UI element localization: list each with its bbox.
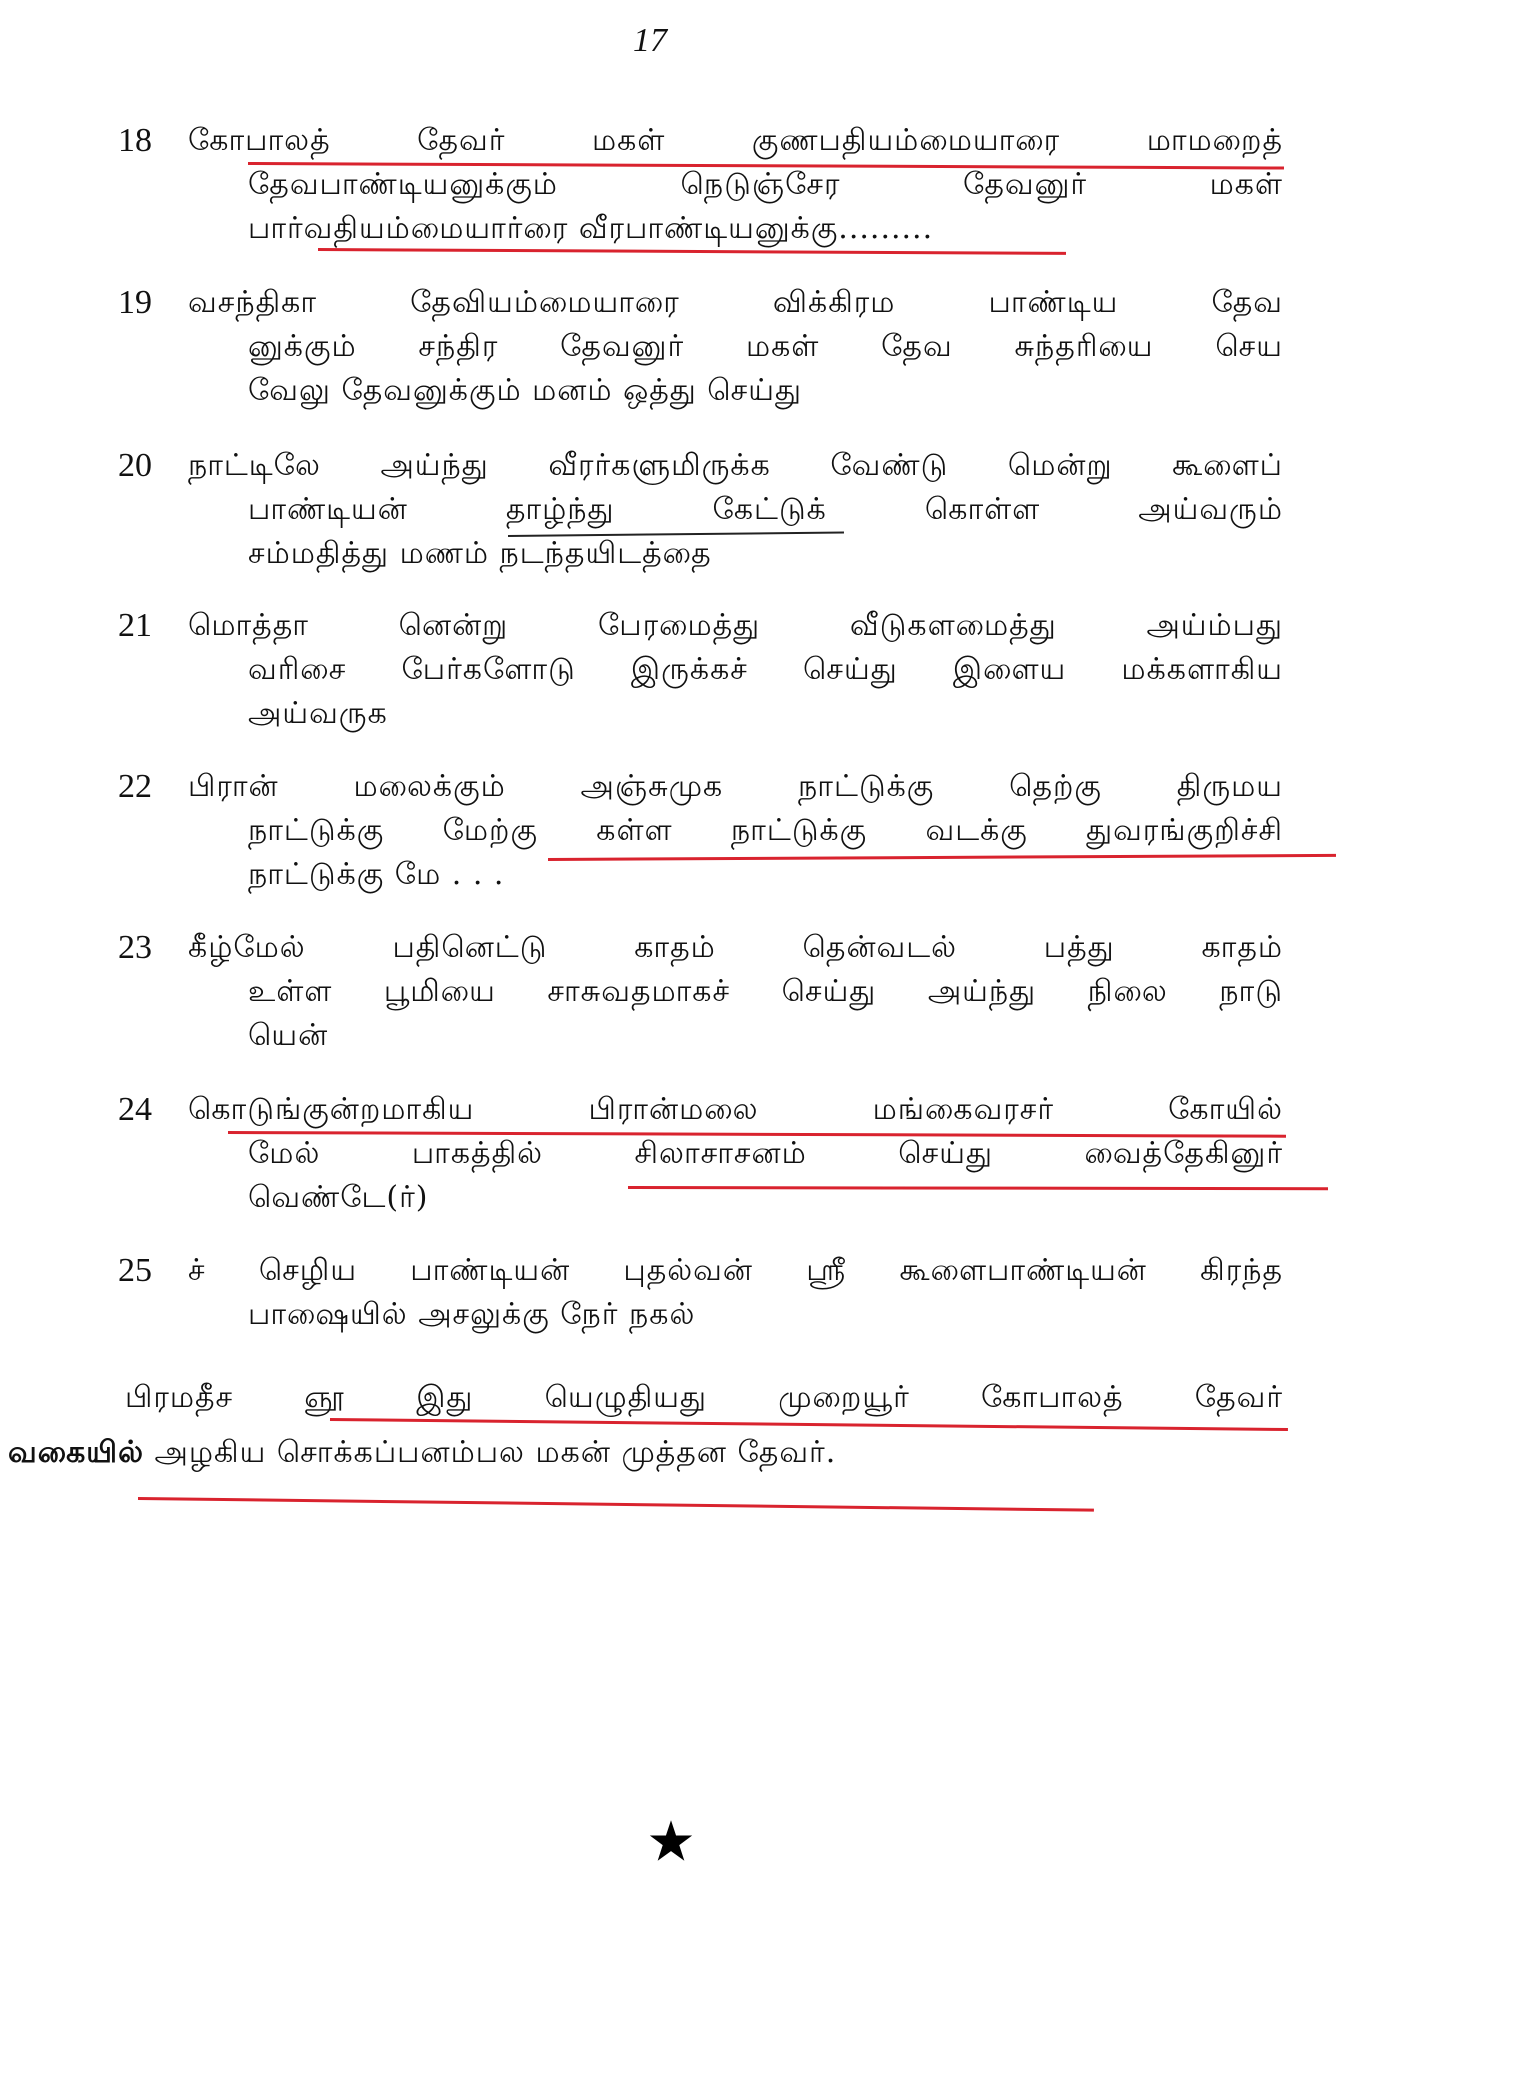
star-icon bbox=[648, 1818, 694, 1864]
entry-number: 24 bbox=[118, 1091, 152, 1128]
colophon-line-1: பிரமதீச ஞூ இது யெழுதியது முறையூர் கோபாலத் தேவர் bbox=[125, 1380, 1283, 1415]
entry-line: நாட்டிலே அய்ந்து வீரர்களுமிருக்க வேண்டு மென்று கூளைப் bbox=[188, 448, 1283, 483]
colophon-line-2 bbox=[8, 1430, 1108, 1475]
entry-line: வசந்திகா தேவியம்மையாரை விக்கிரம பாண்டிய தேவ bbox=[188, 285, 1283, 320]
entry-number: 25 bbox=[118, 1252, 152, 1289]
entry-line: யென் bbox=[248, 1018, 329, 1053]
entry-number: 18 bbox=[118, 122, 152, 159]
entry-line: உள்ள பூமியை சாசுவதமாகச் செய்து அய்ந்து நிலை நாடு bbox=[248, 974, 1283, 1009]
entry-line: பார்வதியம்மையார்ரை வீரபாண்டியனுக்கு......... bbox=[248, 211, 934, 246]
entry-number: 21 bbox=[118, 607, 152, 644]
colophon-bold-word: வகையில் bbox=[8, 1435, 144, 1470]
entry-line: மேல் பாகத்தில் சிலாசாசனம் செய்து வைத்தேகினுர் bbox=[248, 1136, 1283, 1171]
entry-line: பிரான் மலைக்கும் அஞ்சுமுக நாட்டுக்கு தெற்கு திருமய bbox=[188, 769, 1283, 804]
entry-number: 20 bbox=[118, 447, 152, 484]
entry-line: வெண்டே(ர்) bbox=[248, 1180, 429, 1215]
entry-line: மொத்தா னென்று பேரமைத்து வீடுகளமைத்து அய்ம்பது bbox=[188, 608, 1283, 643]
page-number: 17 bbox=[633, 22, 667, 59]
entry-number: 23 bbox=[118, 929, 152, 966]
entry-line: வரிசை பேர்களோடு இருக்கச் செய்து இளைய மக்களாகிய bbox=[248, 652, 1283, 687]
entry-line: நாட்டுக்கு மேற்கு கள்ள நாட்டுக்கு வடக்கு துவரங்குறிச்சி bbox=[248, 813, 1283, 848]
entry-line: னுக்கும் சந்திர தேவனுர் மகள் தேவ சுந்தரியை செய bbox=[248, 329, 1283, 364]
entry-line: வேலு தேவனுக்கும் மனம் ஒத்து செய்து bbox=[248, 373, 802, 408]
entry-line: தேவபாண்டியனுக்கும் நெடுஞ்சேர தேவனுர் மகள் bbox=[248, 167, 1283, 202]
entry-line: கீழ்மேல் பதினெட்டு காதம் தென்வடல் பத்து காதம் bbox=[188, 930, 1283, 965]
entry-line: அய்வருக bbox=[248, 696, 388, 731]
entry-line: பாஷையில் அசலுக்கு நேர் நகல் bbox=[248, 1297, 696, 1332]
entry-number: 22 bbox=[118, 768, 152, 805]
entry-number: 19 bbox=[118, 284, 152, 321]
colophon-line-2-text: அழகிய சொக்கப்பனம்பல மகன் முத்தன தேவர். bbox=[143, 1435, 837, 1470]
entry-line: பாண்டியன் தாழ்ந்து கேட்டுக் கொள்ள அய்வரும் bbox=[248, 492, 1283, 527]
entry-line: நாட்டுக்கு மே . . . bbox=[248, 857, 505, 892]
entry-line: கொடுங்குன்றமாகிய பிரான்மலை மங்கைவரசர் கோயில் bbox=[188, 1092, 1283, 1127]
entry-line: சம்மதித்து மணம் நடந்தயிடத்தை bbox=[248, 536, 712, 571]
annotation-underline bbox=[138, 1497, 1094, 1512]
entry-line: கோபாலத் தேவர் மகள் குணபதியம்மையாரை மாமறைத் bbox=[188, 123, 1283, 158]
entry-line: ச் செழிய பாண்டியன் புதல்வன் ஸ்ரீ கூளைபாண்டியன் கிரந்த bbox=[188, 1253, 1283, 1288]
